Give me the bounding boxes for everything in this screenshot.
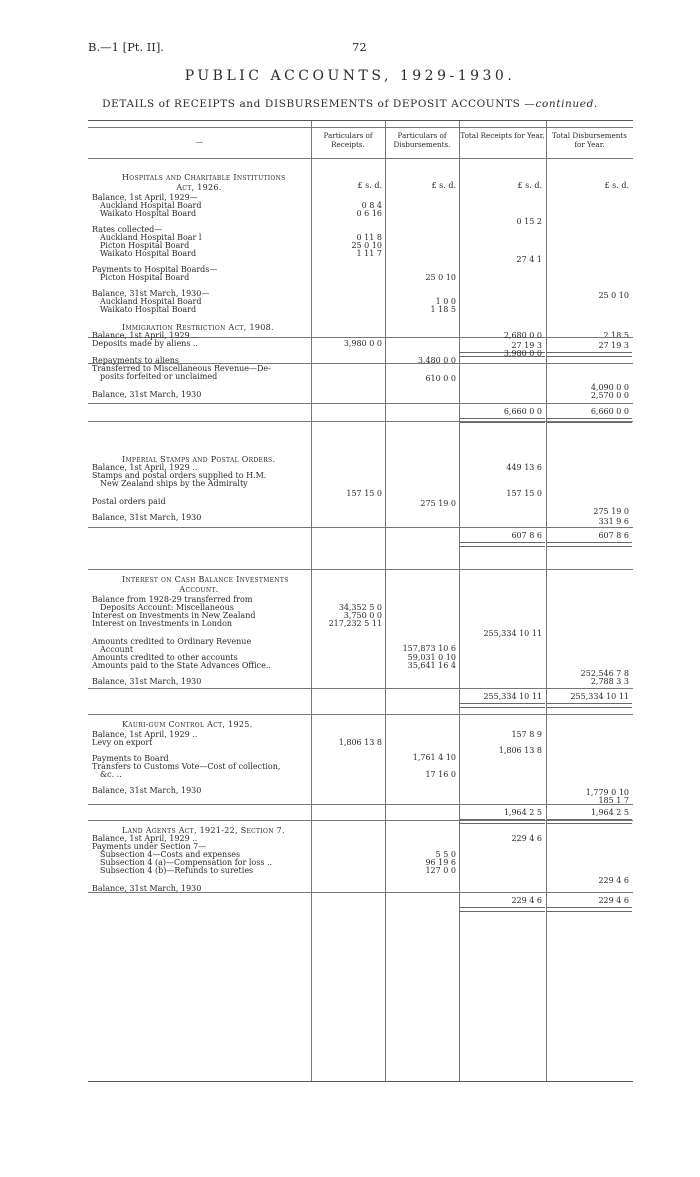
- totals-rule: [88, 892, 633, 893]
- line-label: Balance, 31st March, 1930: [92, 390, 202, 399]
- grand-total-receipts: 255,334 10 11: [483, 692, 542, 701]
- line-label: Subsection 4—Costs and expenses: [100, 850, 241, 859]
- top-rule: [88, 127, 633, 128]
- total-rule: [546, 542, 632, 547]
- col-divider: [546, 121, 547, 1081]
- section-title: Account.: [179, 585, 219, 594]
- page-number: 72: [352, 40, 367, 54]
- total-receipt-value: 27 4 1: [516, 255, 542, 264]
- disbursement-value: 157,873 10 6: [402, 644, 456, 653]
- disbursement-value: 1 0 0: [435, 297, 456, 306]
- total-rule: [546, 703, 632, 708]
- total-receipt-value: 157 15 0: [506, 489, 542, 498]
- section-title: Imperial Stamps and Postal Orders.: [122, 455, 276, 464]
- grand-total-receipts: 607 8 6: [511, 531, 542, 540]
- line-label: Stamps and postal orders supplied to H.M.: [92, 471, 267, 480]
- grand-total-disbursements: 607 8 6: [598, 531, 629, 540]
- section-title: Interest on Cash Balance Investments: [122, 575, 289, 584]
- total-receipt-value: 157 8 9: [511, 730, 542, 739]
- receipt-value: 0 11 8: [356, 233, 382, 242]
- grand-total-disbursements: 6,660 0 0: [590, 407, 629, 416]
- currency-header: £ s. d.: [357, 181, 382, 190]
- line-label: &c. ..: [100, 770, 122, 779]
- section-rule: [88, 421, 633, 422]
- grand-total-receipts: 229 4 6: [511, 896, 542, 905]
- col-head-total-disbursements: Total Disbursements for Year.: [552, 131, 627, 149]
- receipt-value: 157 15 0: [346, 489, 382, 498]
- line-label: Waikato Hospital Board: [100, 209, 197, 218]
- line-label: Waikato Hospital Board: [100, 249, 197, 258]
- line-label: Interest on Investments in London: [92, 619, 233, 628]
- section-title: Hospitals and Charitable Institutions: [122, 173, 286, 182]
- total-disbursement-value: 4,090 0 0: [590, 383, 629, 392]
- line-label: Subsection 4 (b)—Refunds to sureties: [100, 866, 254, 875]
- receipt-value: 25 0 10: [351, 241, 382, 250]
- line-label: Levy on export: [92, 738, 153, 747]
- line-label: Account: [100, 645, 134, 654]
- grand-total-disbursements: 1,964 2 5: [590, 808, 629, 817]
- line-label: Postal orders paid: [92, 497, 166, 506]
- line-label: Balance, 31st March, 1930: [92, 677, 202, 686]
- receipt-value: 0 6 16: [356, 209, 382, 218]
- total-disbursement-value: 25 0 10: [598, 291, 629, 300]
- line-label: Balance from 1928-29 transferred from: [92, 595, 253, 604]
- disbursement-value: 127 0 0: [425, 866, 456, 875]
- total-disbursement-value: 2 18 5: [603, 331, 629, 340]
- receipt-value: 3,980 0 0: [343, 339, 382, 348]
- disbursement-value: 610 0 0: [425, 374, 456, 383]
- line-label: Balance, 1st April, 1929—: [92, 193, 198, 202]
- section-title: Kauri-gum Control Act, 1925.: [122, 720, 253, 729]
- total-disbursement-value: 331 9 6: [598, 517, 629, 526]
- disbursement-value: 96 19 6: [425, 858, 456, 867]
- line-label: Payments to Hospital Boards—: [92, 265, 218, 274]
- currency-header: £ s. d.: [517, 181, 542, 190]
- grand-total-disbursements: 255,334 10 11: [570, 692, 629, 701]
- grand-total-receipts: 27 19 3: [511, 341, 542, 350]
- section-rule: [88, 714, 633, 715]
- line-label: Balance, 31st March, 1930: [92, 513, 202, 522]
- total-disbursement-value: 275 19 0: [593, 507, 629, 516]
- line-label: Balance, 31st March, 1930: [92, 786, 202, 795]
- line-label: Amounts paid to the State Advances Office..: [92, 661, 271, 670]
- totals-rule: [88, 403, 633, 404]
- grand-total-receipts: 6,660 0 0: [503, 407, 542, 416]
- page-ref: B.—1 [Pt. II].: [88, 40, 164, 54]
- totals-rule: [88, 527, 633, 528]
- line-label: posits forfeited or unclaimed: [100, 372, 218, 381]
- page-subtitle: [0, 98, 700, 110]
- total-receipt-value: 3,980 0 0: [503, 349, 542, 358]
- line-label: Subsection 4 (a)—Compensation for loss ..: [100, 858, 273, 867]
- line-label: Repayments to aliens: [92, 356, 179, 365]
- total-receipt-value: 2,680 0 0: [503, 331, 542, 340]
- line-label: Auckland Hospital Board: [100, 201, 202, 210]
- line-label: Balance, 1st April, 1929 ..: [92, 730, 198, 739]
- col-divider: [385, 121, 386, 1081]
- section-rule: [88, 569, 633, 570]
- page-title: PUBLIC ACCOUNTS, 1929-1930.: [184, 68, 516, 84]
- line-label: Picton Hospital Board: [100, 273, 190, 282]
- total-rule: [459, 542, 545, 547]
- col-divider: [459, 121, 460, 1081]
- line-label: Transfers to Customs Vote—Cost of collection,: [92, 762, 281, 771]
- line-label: Rates collected—: [92, 225, 163, 234]
- disbursement-value: 3,480 0 0: [417, 356, 456, 365]
- col-head-disbursements: Particulars of Disbursements.: [393, 131, 451, 149]
- line-label: Auckland Hospital Board: [100, 297, 202, 306]
- total-receipt-value: 0 15 2: [516, 217, 542, 226]
- col-divider: [311, 121, 312, 1081]
- total-rule: [459, 703, 545, 708]
- total-receipt-value: 255,334 10 11: [483, 629, 542, 638]
- col-head-total-receipts: Total Receipts for Year.: [460, 131, 545, 140]
- col-head-receipts: Particulars of Receipts.: [323, 131, 373, 149]
- total-disbursement-value: 1,779 0 10: [585, 788, 629, 797]
- totals-rule: [88, 688, 633, 689]
- receipt-value: 0 8 4: [361, 201, 382, 210]
- disbursement-value: 5 5 0: [435, 850, 456, 859]
- total-disbursement-value: 229 4 6: [598, 876, 629, 885]
- grand-total-receipts: 1,964 2 5: [503, 808, 542, 817]
- line-label: Deposits Account: Miscellaneous: [100, 603, 234, 612]
- section-title: Act, 1926.: [176, 183, 222, 192]
- line-label: Interest on Investments in New Zealand: [92, 611, 256, 620]
- receipt-value: 217,232 5 11: [328, 619, 382, 628]
- line-label: Amounts credited to Ordinary Revenue: [92, 637, 252, 646]
- line-label: Balance, 31st March, 1930: [92, 884, 202, 893]
- grand-total-disbursements: 229 4 6: [598, 896, 629, 905]
- disbursement-value: 275 19 0: [420, 499, 456, 508]
- currency-header: £ s. d.: [431, 181, 456, 190]
- header-rule: [88, 158, 633, 159]
- col-head-desc: —: [195, 137, 204, 146]
- disbursement-value: 17 16 0: [425, 770, 456, 779]
- receipt-value: 1,806 13 8: [338, 738, 382, 747]
- receipt-value: 3,750 0 0: [343, 611, 382, 620]
- total-disbursement-value: 2,788 3 3: [590, 677, 629, 686]
- totals-rule: [88, 804, 633, 805]
- line-label: Balance, 31st March, 1930—: [92, 289, 210, 298]
- total-disbursement-value: 185 1 7: [598, 796, 629, 805]
- line-label: Balance, 1st April, 1929 ..: [92, 331, 198, 340]
- disbursement-value: 1 18 5: [430, 305, 456, 314]
- disbursement-value: 25 0 10: [425, 273, 456, 282]
- section-rule: [88, 820, 633, 821]
- section-title: Immigration Restriction Act, 1908.: [122, 323, 274, 332]
- line-label: Amounts credited to other accounts: [92, 653, 238, 662]
- line-label: Transferred to Miscellaneous Revenue—De-: [92, 364, 271, 373]
- disbursement-value: 59,031 0 10: [407, 653, 456, 662]
- grand-total-disbursements: 27 19 3: [598, 341, 629, 350]
- currency-header: £ s. d.: [604, 181, 629, 190]
- line-label: Balance, 1st April, 1929 ..: [92, 463, 198, 472]
- total-receipt-value: 449 13 6: [506, 463, 542, 472]
- line-label: New Zealand ships by the Admiralty: [100, 479, 248, 488]
- accounts-table: [88, 120, 633, 1082]
- line-label: Balance, 1st April, 1929 ..: [92, 834, 198, 843]
- line-label: Deposits made by aliens ..: [92, 339, 199, 348]
- subtitle-continued: —continued.: [524, 98, 598, 110]
- line-label: Picton Hospital Board: [100, 241, 190, 250]
- line-label: Auckland Hospital Boar l: [100, 233, 202, 242]
- total-rule: [546, 907, 632, 912]
- total-receipt-value: 229 4 6: [511, 834, 542, 843]
- total-disbursement-value: 252,546 7 8: [580, 669, 629, 678]
- receipt-value: 1 11 7: [356, 249, 382, 258]
- line-label: Payments to Board: [92, 754, 169, 763]
- subtitle-text: DETAILS of RECEIPTS and DISBURSEMENTS of DEPOSIT ACCOUNTS: [102, 98, 521, 110]
- disbursement-value: 35,641 16 4: [407, 661, 456, 670]
- line-label: Waikato Hospital Board: [100, 305, 197, 314]
- total-disbursement-value: 2,570 0 0: [590, 391, 629, 400]
- receipt-value: 34,352 5 0: [338, 603, 382, 612]
- line-label: Payments under Section 7—: [92, 842, 207, 851]
- disbursement-value: 1,761 4 10: [412, 753, 456, 762]
- total-receipt-value: 1,806 13 8: [498, 746, 542, 755]
- total-rule: [546, 352, 632, 357]
- section-title: Land Agents Act, 1921-22, Section 7.: [122, 826, 285, 835]
- total-rule: [459, 907, 545, 912]
